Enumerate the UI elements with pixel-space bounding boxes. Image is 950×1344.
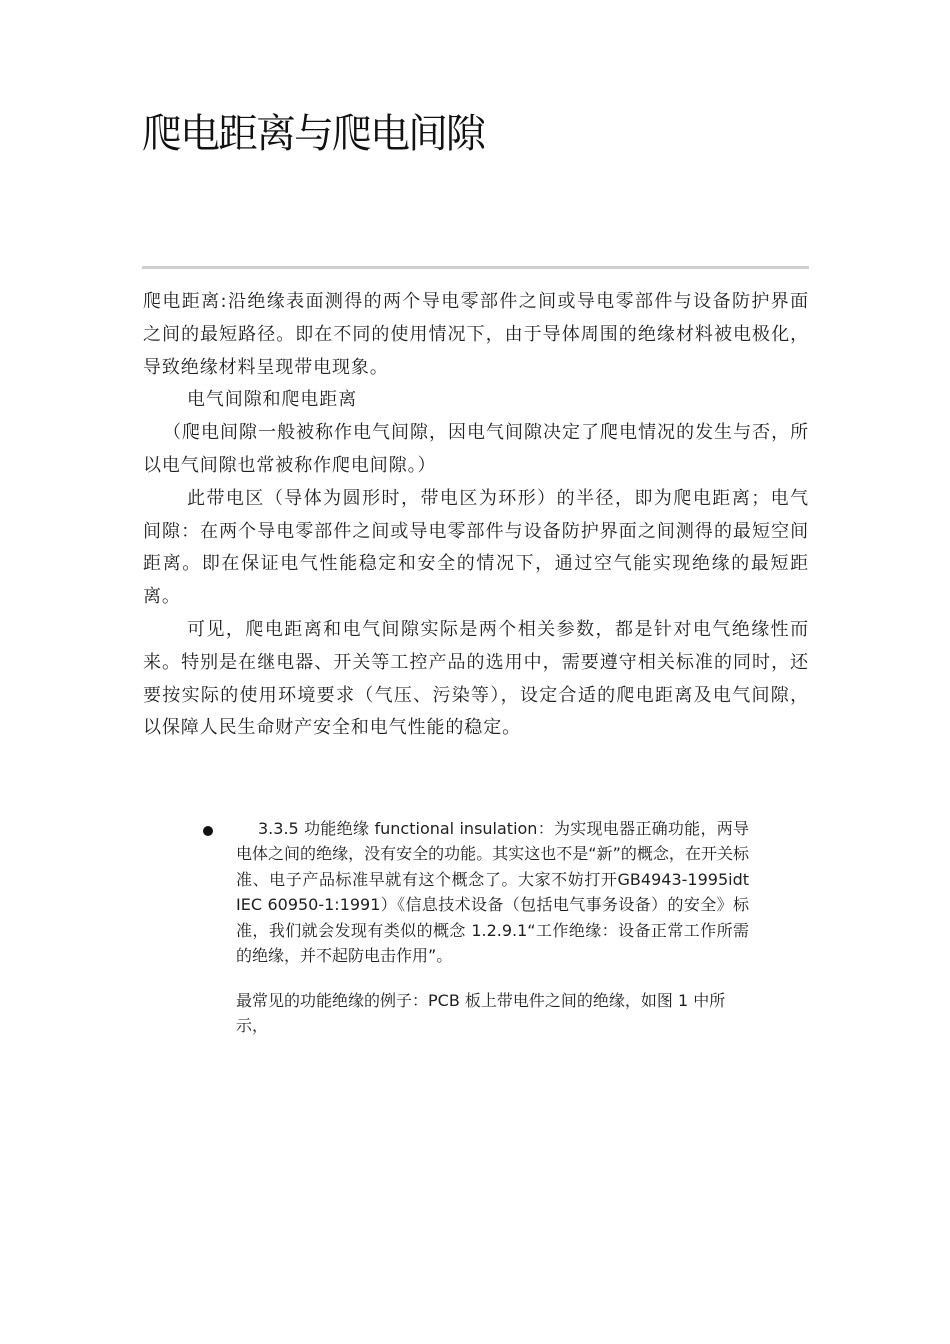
paragraph-clearance-note: （爬电间隙一般被称作电气间隙，因电气间隙决定了爬电情况的发生与否，所以电气间隙也常被称作爬电间隙。） [143, 422, 809, 476]
paragraph-subheading: 电气间隙和爬电距离 [187, 389, 358, 411]
bullet-icon [203, 826, 213, 836]
functional-insulation-example: 最常见的功能绝缘的例子：PCB 板上带电件之间的绝缘，如图 1 中所示， [236, 991, 726, 1036]
paragraph-conclusion: 可见，爬电距离和电气间隙实际是两个相关参数，都是针对电气绝缘性而来。特别是在继电器、开关等工控产品的选用中，需要遵守相关标准的同时，还要按实际的使用环境要求（气压、污染等），设定合适的爬电距离及电气间隙，以保障人民生命财产安全和电气性能的稳定。 [143, 618, 809, 739]
page-title: 爬电距离与爬电间隙 [142, 111, 484, 157]
bullet-item-text: 3.3.5 功能绝缘 functional insulation：为实现电器正确功能，两导电体之间的绝缘，没有安全的功能。其实这也不是“新”的概念，在开关标准、电子产品标准早就有这个概念了。大家不妨打开GB4943-1995idt IEC 60950-1:1991）《信息技术设备（包括电气事务设备）的安全》标准，我们就会发现有类似的概念 1.2.9.1“工作绝缘：设备正常工作所需的绝缘，并不起防电击作用”。 [236, 819, 749, 966]
paragraph-clearance-definition: 此带电区（导体为圆形时，带电区为环形）的半径，即为爬电距离；电气间隙：在两个导电零部件之间或导电零部件与设备防护界面之间测得的最短空间距离。即在保证电气性能稳定和安全的情况下，通过空气能实现绝缘的最短距离。 [143, 487, 809, 608]
paragraph-creepage-definition: 爬电距离:沿绝缘表面测得的两个导电零部件之间或导电零部件与设备防护界面之间的最短路径。即在不同的使用情况下，由于导体周围的绝缘材料被电极化，导致绝缘材料呈现带电现象。 [143, 291, 809, 378]
title-divider [142, 266, 809, 269]
body-text [143, 286, 809, 745]
